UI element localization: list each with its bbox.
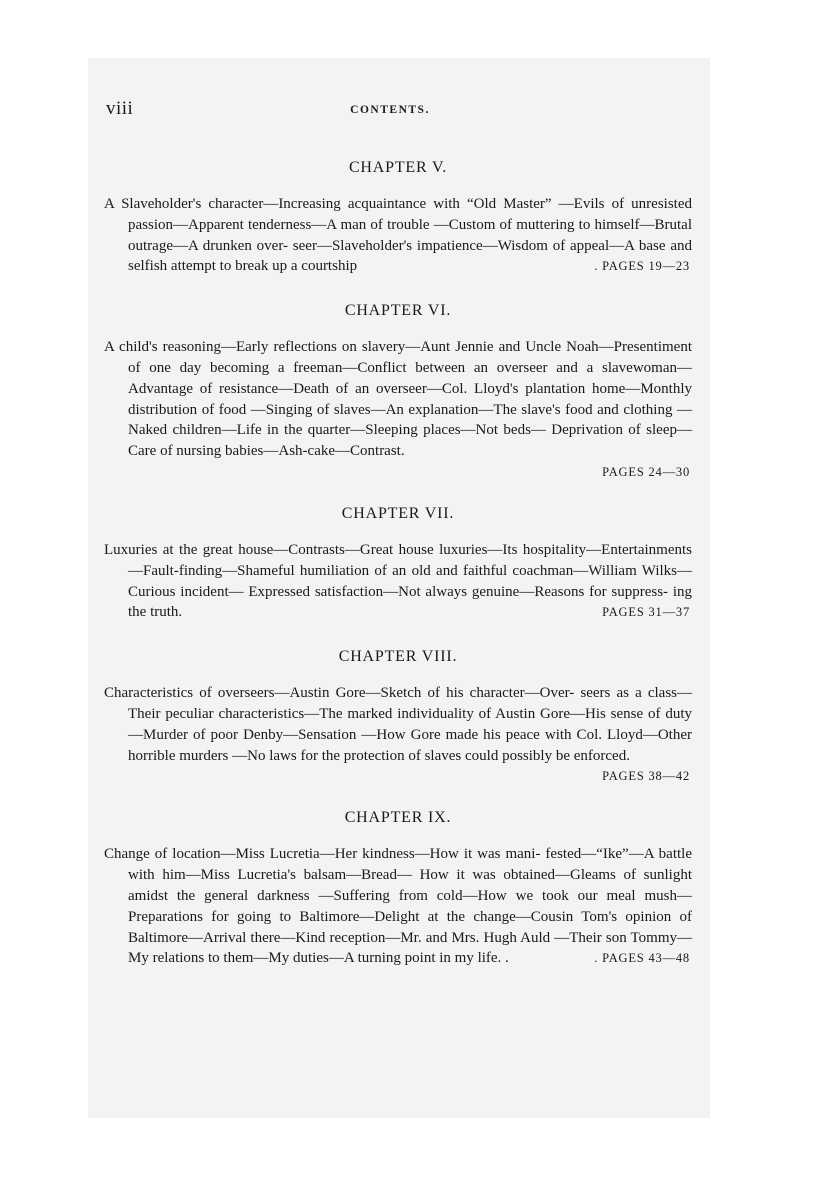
book-page [88, 58, 710, 1118]
chapter-title: CHAPTER VII. [341, 504, 455, 522]
chapter-title: CHAPTER V. [348, 159, 448, 176]
chapter-summary: A child's reasoning—Early reflections on slavery—Aunt Jennie and Uncle Noah—Presentiment of one day becoming a freeman—Conflict between an overseer and a slavewoman—Advantage of resistance—Death of an overseer—Col. Lloyd's plantation home—Monthly distribution of food —Singing of slaves—An explanation—The slave's food and clothing —Naked children—Life in the quarter—Sleeping places—Not beds— Deprivation of sleep—Care of nursing babies—Ash-cake—Contrast. [104, 339, 692, 460]
chapter-summary: Characteristics of overseers—Austin Gore—Sketch of his character—Over- seers as a class—Their peculiar characteristics—The marked individuality of Austin Gore—His sense of duty—Murder of poor Denby—Sensation —How Gore made his peace with Col. Lloyd—Other horrible murders —No laws for the protection of slaves could possibly be enforced. [104, 685, 692, 764]
page-range: . PAGES 19—23 [594, 259, 690, 274]
chapter-summary-text: Change of location—Miss Lucretia—Her kindness—How it was mani- fested—“Ike”—A battle with him—Miss Lucretia's balsam—Bread— How it was obtained—Gleams of sunlight amidst the general darkness —Suffering from cold—How we took our meal mush—Preparations for going to Baltimore—Delight at the change—Cousin Tom's opinion of Baltimore—Arrival there—Kind reception—Mr. and Mrs. Hugh Auld —Their son Tommy—My relations to them—My duties—A turning point in my life. . [104, 846, 692, 967]
chapter-summary [104, 540, 692, 623]
chapter-entry-ix [104, 808, 692, 969]
chapter-summary-text: A Slaveholder's character—Increasing acquaintance with “Old Master” —Evils of unresisted passion—Apparent tenderness—A man of trouble —Custom of muttering to himself—Brutal outrage—A drunken over- seer—Slaveholder's impatience—Wisdom of appeal—A base and selfish attempt to break up a courtship [104, 196, 692, 275]
chapter-title: CHAPTER VIII. [338, 648, 458, 666]
chapter-summary [104, 844, 692, 969]
page-range: . PAGES 43—48 [594, 951, 690, 966]
page-header [88, 98, 710, 122]
chapter-entry-v [104, 158, 692, 277]
chapter-entry-viii [104, 647, 692, 786]
running-head: CONTENTS. [350, 104, 430, 116]
chapter-entry-vi [104, 301, 692, 482]
chapter-entry-vii [104, 504, 692, 623]
page-number: viii [106, 98, 134, 119]
page-range: PAGES 24—30 [602, 464, 690, 479]
chapter-title: CHAPTER IX. [344, 809, 452, 827]
chapter-title: CHAPTER VI. [344, 302, 452, 320]
contents-list [104, 158, 692, 969]
chapter-summary [104, 194, 692, 277]
chapter-summary-text: Luxuries at the great house—Contrasts—Great house luxuries—Its hospitality—Entertainments—Fault-finding—Shameful humiliation of an old and faithful coachman—William Wilks—Curious incident— Expressed satisfaction—Not always genuine—Reasons for suppress- ing the truth. [104, 541, 692, 621]
page-range: PAGES 38—42 [602, 769, 690, 784]
page-range: PAGES 31—37 [602, 605, 690, 620]
